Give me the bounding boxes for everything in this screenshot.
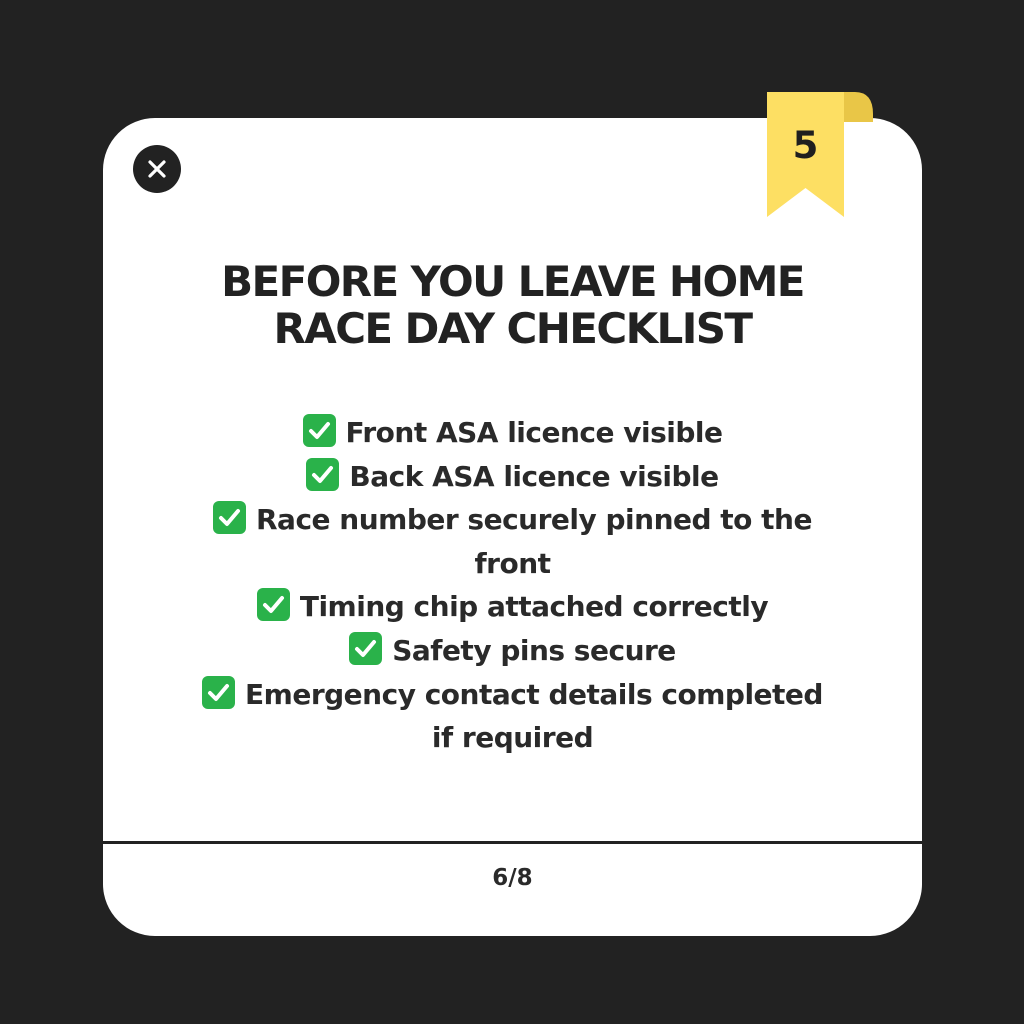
checkmark-icon [202, 676, 235, 709]
close-button[interactable] [133, 145, 181, 193]
checklist-item [190, 585, 835, 629]
number-ribbon-badge [767, 92, 873, 217]
checklist-item-text: Front ASA licence visible [345, 416, 723, 449]
checklist-item [190, 411, 835, 455]
checkmark-icon [257, 588, 290, 621]
close-icon [147, 159, 167, 179]
checklist [190, 411, 835, 760]
checklist-item [190, 498, 835, 585]
checkmark-icon [213, 501, 246, 534]
checklist-item [190, 673, 835, 760]
page-title [103, 258, 922, 352]
slide-number: 5 [792, 124, 819, 167]
page-indicator: 6/8 [492, 865, 533, 891]
checkmark-icon [303, 414, 336, 447]
checklist-item-text: Race number securely pinned to the front [256, 503, 812, 580]
title-line-1: BEFORE YOU LEAVE HOME [221, 257, 804, 306]
checklist-item [190, 629, 835, 673]
checklist-item-text: Back ASA licence visible [349, 459, 719, 493]
checklist-item-text: Timing chip attached correctly [299, 590, 769, 624]
checkmark-icon [306, 458, 339, 491]
checklist-item [190, 455, 835, 499]
checklist-item-text: Safety pins secure [392, 633, 676, 667]
title-line-2: RACE DAY CHECKLIST [273, 304, 752, 353]
footer-divider [103, 841, 922, 844]
checkmark-icon [349, 632, 382, 665]
checklist-item-text: Emergency contact details completed if required [245, 677, 823, 755]
